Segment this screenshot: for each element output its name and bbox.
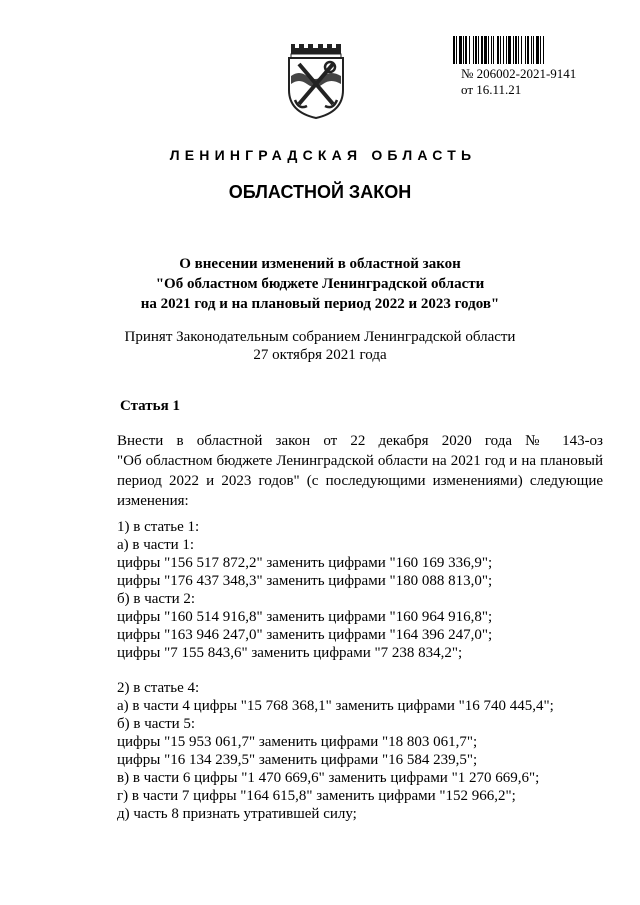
barcode-bar	[536, 36, 539, 64]
barcode-bar	[531, 36, 532, 64]
barcode-icon	[453, 36, 585, 64]
amendments-list	[117, 518, 554, 823]
barcode-bar	[493, 36, 494, 64]
barcode-bar	[533, 36, 534, 64]
amendment-line: д) часть 8 признать утратившей силу;	[117, 806, 357, 822]
barcode-bar	[503, 36, 504, 64]
barcode-bar	[508, 36, 511, 64]
amendment-line: б) в части 2:	[117, 591, 196, 607]
document-type: ОБЛАСТНОЙ ЗАКОН	[228, 182, 412, 202]
barcode-bar	[513, 36, 514, 64]
coat-of-arms-icon	[285, 40, 347, 120]
barcode-bar	[515, 36, 517, 64]
barcode-bar	[497, 36, 499, 64]
adoption-line: Принят Законодательным собранием Ленинградской области	[124, 329, 516, 345]
barcode-bar	[491, 36, 492, 64]
amendment-line: цифры "15 953 061,7" заменить цифрами "18 803 061,7";	[117, 734, 478, 750]
amendment-line: цифры "16 134 239,5" заменить цифрами "16 584 239,5";	[117, 752, 478, 768]
barcode-bar	[500, 36, 501, 64]
article-intro	[117, 431, 603, 511]
barcode-bar	[543, 36, 544, 64]
amendment-line: в) в части 6 цифры "1 470 669,6" заменить цифрами "1 270 669,6";	[117, 770, 540, 786]
barcode-bar	[488, 36, 489, 64]
amendment-line: а) в части 4 цифры "15 768 368,1" заменить цифрами "16 740 445,4";	[117, 698, 554, 714]
amendment-line: 2) в статье 4:	[117, 680, 200, 696]
amendment-line: цифры "156 517 872,2" заменить цифрами "160 169 336,9";	[117, 555, 493, 571]
registration-info	[461, 66, 576, 97]
amendment-line: цифры "176 437 348,3" заменить цифрами "180 088 813,0";	[117, 573, 493, 589]
region-heading: ЛЕНИНГРАДСКАЯ ОБЛАСТЬ	[169, 147, 477, 163]
barcode-bar	[540, 36, 541, 64]
amendment-line: 1) в статье 1:	[117, 519, 200, 535]
intro-rest: "Об областном бюджете Ленинградской области на 2021 год и на плановый период 2022 и 2023 годов" (с последующими изменениями) следующие изменения:	[117, 453, 603, 509]
barcode-bar	[481, 36, 483, 64]
barcode-bar	[459, 36, 462, 64]
barcode-bar	[456, 36, 457, 64]
amendment-line: г) в части 7 цифры "164 615,8" заменить цифрами "152 966,2";	[117, 788, 516, 804]
title-line: на 2021 год и на плановый период 2022 и 2023 годов"	[140, 296, 500, 312]
barcode-bar	[484, 36, 487, 64]
adoption-note	[0, 328, 640, 364]
amendment-line: б) в части 5:	[117, 716, 196, 732]
barcode-bar	[478, 36, 479, 64]
barcode-bar	[527, 36, 529, 64]
title-line: О внесении изменений в областной закон	[179, 256, 461, 272]
paragraph-gap	[117, 662, 554, 679]
barcode-bar	[465, 36, 467, 64]
amendment-line: цифры "160 514 916,8" заменить цифрами "160 964 916,8";	[117, 609, 493, 625]
barcode-bar	[525, 36, 526, 64]
registration-number: № 206002-2021-9141	[461, 66, 577, 81]
registration-date: от 16.11.21	[461, 81, 522, 97]
barcode-bar	[463, 36, 464, 64]
barcode-bar	[521, 36, 522, 64]
barcode-bar	[475, 36, 477, 64]
intro-first-line: Внести в областной закон от 22 декабря 2020 года № 143-оз	[117, 433, 603, 449]
barcode-bar	[469, 36, 470, 64]
barcode-bar	[453, 36, 455, 64]
adoption-date: 27 октября 2021 года	[253, 347, 387, 363]
barcode-bar	[473, 36, 474, 64]
law-title	[0, 254, 640, 314]
amendment-line: цифры "163 946 247,0" заменить цифрами "164 396 247,0";	[117, 627, 493, 643]
barcode-bar	[506, 36, 507, 64]
amendment-line: а) в части 1:	[117, 537, 195, 553]
article-heading: Статья 1	[120, 398, 180, 414]
title-line: "Об областном бюджете Ленинградской области	[155, 276, 485, 292]
barcode-bar	[518, 36, 519, 64]
amendment-line: цифры "7 155 843,6" заменить цифрами "7 238 834,2";	[117, 645, 463, 661]
